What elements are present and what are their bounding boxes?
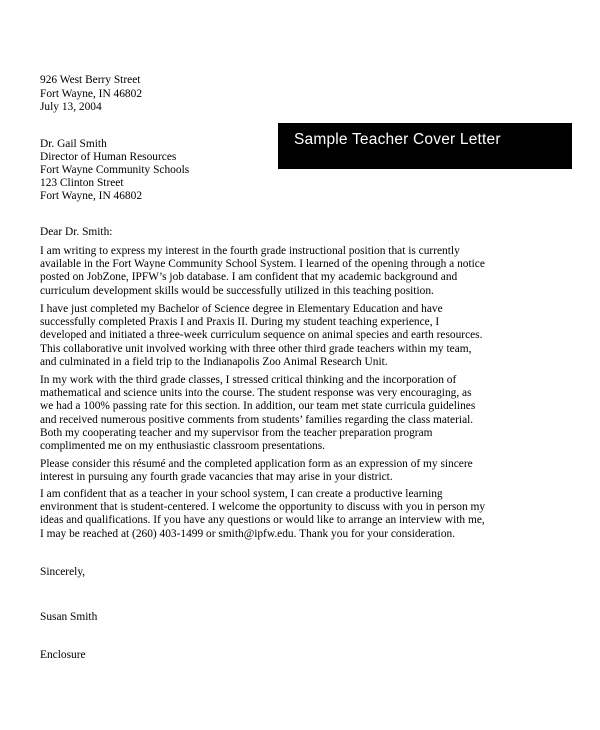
- paragraph: [40, 458, 580, 484]
- paragraph-line: successfully completed Praxis I and Praxis II. During my student teaching experience, I: [40, 316, 440, 329]
- recipient-title: Director of Human Resources: [40, 151, 177, 163]
- closing: Sincerely,: [40, 566, 86, 578]
- paragraph-line: and culminated in a field trip to the Indianapolis Zoo Animal Research Unit.: [40, 355, 388, 368]
- paragraph: [40, 374, 580, 453]
- paragraph-line: Both my cooperating teacher and my supervisor from the teacher preparation program: [40, 426, 433, 439]
- letter-date: July 13, 2004: [40, 101, 102, 113]
- recipient-org: Fort Wayne Community Schools: [40, 164, 190, 176]
- paragraph-line: complimented me on my enthusiastic classroom presentations.: [40, 440, 326, 453]
- paragraph-line: I am writing to express my interest in the fourth grade instructional position that is currently: [40, 245, 460, 257]
- paragraph-line: available in the Fort Wayne Community School System. I learned of the opening through a notice: [40, 258, 485, 271]
- paragraph-line: posted on JobZone, IPFW’s job database. I am confident that my academic background and: [40, 271, 458, 284]
- paragraph-line: we had a 100% passing rate for this section. In addition, our team met state curricula guidelines: [40, 400, 476, 413]
- signature-name: Susan Smith: [40, 611, 98, 623]
- paragraph-line: Please consider this résumé and the completed application form as an expression of my sincere: [40, 458, 473, 470]
- enclosure-note: Enclosure: [40, 649, 86, 661]
- paragraph-line: This collaborative unit involved working with three other third grade teachers within my team,: [40, 342, 472, 355]
- paragraph-line: I may be reached at (260) 403-1499 or smith@ipfw.edu. Thank you for your consideration.: [40, 527, 456, 540]
- paragraph-line: mathematical and science units into the course. The student response was very encouraging, as: [40, 387, 472, 400]
- recipient-street: 123 Clinton Street: [40, 177, 124, 189]
- paragraph-line: ideas and qualifications. If you have any questions or would like to arrange an interview with me,: [40, 514, 485, 527]
- paragraph: [40, 488, 580, 541]
- recipient-name: Dr. Gail Smith: [40, 138, 107, 150]
- paragraph-line: I am confident that as a teacher in your school system, I can create a productive learning: [40, 488, 443, 500]
- paragraph-line: In my work with the third grade classes, I stressed critical thinking and the incorporation of: [40, 374, 457, 386]
- sender-street: 926 West Berry Street: [40, 74, 141, 86]
- paragraph-line: interest in pursuing any fourth grade vacancies that may arise in your district.: [40, 471, 393, 484]
- paragraph: [40, 303, 580, 369]
- paragraph: [40, 245, 580, 298]
- paragraph-line: curriculum development skills would be successfully utilized in this teaching position.: [40, 284, 434, 297]
- paragraph-line: environment that is student-centered. I welcome the opportunity to discuss with you in person my: [40, 501, 486, 514]
- recipient-city: Fort Wayne, IN 46802: [40, 190, 143, 202]
- salutation: Dear Dr. Smith:: [40, 226, 113, 238]
- paragraph-line: I have just completed my Bachelor of Science degree in Elementary Education and have: [40, 303, 443, 315]
- sender-city: Fort Wayne, IN 46802: [40, 88, 143, 100]
- paragraph-line: and received numerous positive comments from students’ families regarding the class material.: [40, 413, 474, 426]
- title-banner: [278, 123, 572, 169]
- banner-title: Sample Teacher Cover Letter: [294, 131, 501, 148]
- paragraph-line: developed and initiated a three-week curriculum sequence on animal species and earth resources.: [40, 329, 483, 342]
